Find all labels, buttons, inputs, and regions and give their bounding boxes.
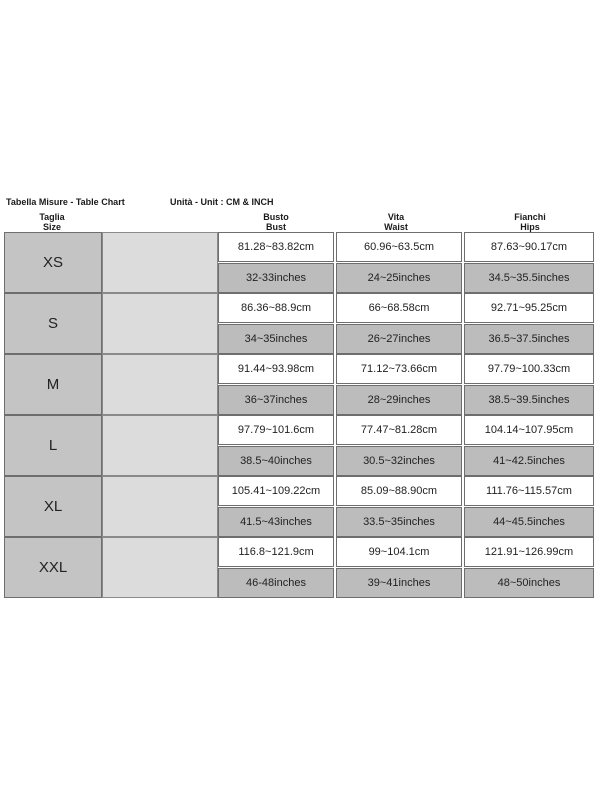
hips-cm-cell: 111.76~115.57cm (464, 476, 594, 506)
hips-inch-cell: 38.5~39.5inches (464, 385, 594, 415)
waist-inch-cell: 24~25inches (336, 263, 462, 293)
bust-column-header (236, 212, 316, 232)
hips-cm-cell: 104.14~107.95cm (464, 415, 594, 445)
hips-header-en: Hips (520, 222, 540, 232)
unit-label: Unità - Unit : CM & INCH (170, 197, 274, 207)
chart-header (6, 197, 274, 207)
bust-cm-cell: 81.28~83.82cm (218, 232, 334, 262)
bust-cm-cell: 97.79~101.6cm (218, 415, 334, 445)
bust-header-en: Bust (266, 222, 286, 232)
hips-cm-cell: 97.79~100.33cm (464, 354, 594, 384)
size-label: XXL (4, 537, 102, 598)
waist-cm-cell: 85.09~88.90cm (336, 476, 462, 506)
waist-inch-cell: 39~41inches (336, 568, 462, 598)
bust-cm-cell: 105.41~109.22cm (218, 476, 334, 506)
waist-inch-cell: 28~29inches (336, 385, 462, 415)
size-header-en: Size (42, 222, 61, 232)
hips-inch-cell: 34.5~35.5inches (464, 263, 594, 293)
hips-header-it: Fianchi (514, 212, 546, 222)
size-label: XS (4, 232, 102, 293)
hips-inch-cell: 41~42.5inches (464, 446, 594, 476)
size-label: XL (4, 476, 102, 537)
size-label: M (4, 354, 102, 415)
waist-header-it: Vita (387, 212, 405, 222)
size-label: S (4, 293, 102, 354)
hips-column-header (490, 212, 570, 232)
waist-column-header (356, 212, 436, 232)
size-row-xxl (4, 537, 596, 598)
blank-cell (102, 354, 218, 415)
waist-cm-cell: 99~104.1cm (336, 537, 462, 567)
size-header-it: Taglia (39, 212, 65, 222)
blank-cell (102, 293, 218, 354)
hips-inch-cell: 36.5~37.5inches (464, 324, 594, 354)
bust-cm-cell: 116.8~121.9cm (218, 537, 334, 567)
size-row-xl (4, 476, 596, 537)
size-row-l (4, 415, 596, 476)
waist-inch-cell: 30.5~32inches (336, 446, 462, 476)
hips-cm-cell: 92.71~95.25cm (464, 293, 594, 323)
bust-cm-cell: 86.36~88.9cm (218, 293, 334, 323)
blank-cell (102, 537, 218, 598)
bust-header-it: Busto (263, 212, 289, 222)
waist-cm-cell: 66~68.58cm (336, 293, 462, 323)
bust-inch-cell: 46-48inches (218, 568, 334, 598)
size-table (4, 232, 596, 600)
bust-inch-cell: 34~35inches (218, 324, 334, 354)
blank-cell (102, 476, 218, 537)
size-row-xs (4, 232, 596, 293)
size-label: L (4, 415, 102, 476)
size-column-header (22, 212, 82, 232)
hips-inch-cell: 48~50inches (464, 568, 594, 598)
bust-inch-cell: 41.5~43inches (218, 507, 334, 537)
waist-cm-cell: 60.96~63.5cm (336, 232, 462, 262)
waist-cm-cell: 77.47~81.28cm (336, 415, 462, 445)
hips-cm-cell: 121.91~126.99cm (464, 537, 594, 567)
bust-inch-cell: 36~37inches (218, 385, 334, 415)
waist-inch-cell: 26~27inches (336, 324, 462, 354)
waist-inch-cell: 33.5~35inches (336, 507, 462, 537)
blank-cell (102, 232, 218, 293)
size-row-m (4, 354, 596, 415)
table-title: Tabella Misure - Table Chart (6, 197, 125, 207)
blank-cell (102, 415, 218, 476)
size-row-s (4, 293, 596, 354)
bust-inch-cell: 38.5~40inches (218, 446, 334, 476)
waist-header-en: Waist (384, 222, 408, 232)
hips-cm-cell: 87.63~90.17cm (464, 232, 594, 262)
bust-cm-cell: 91.44~93.98cm (218, 354, 334, 384)
waist-cm-cell: 71.12~73.66cm (336, 354, 462, 384)
bust-inch-cell: 32-33inches (218, 263, 334, 293)
hips-inch-cell: 44~45.5inches (464, 507, 594, 537)
